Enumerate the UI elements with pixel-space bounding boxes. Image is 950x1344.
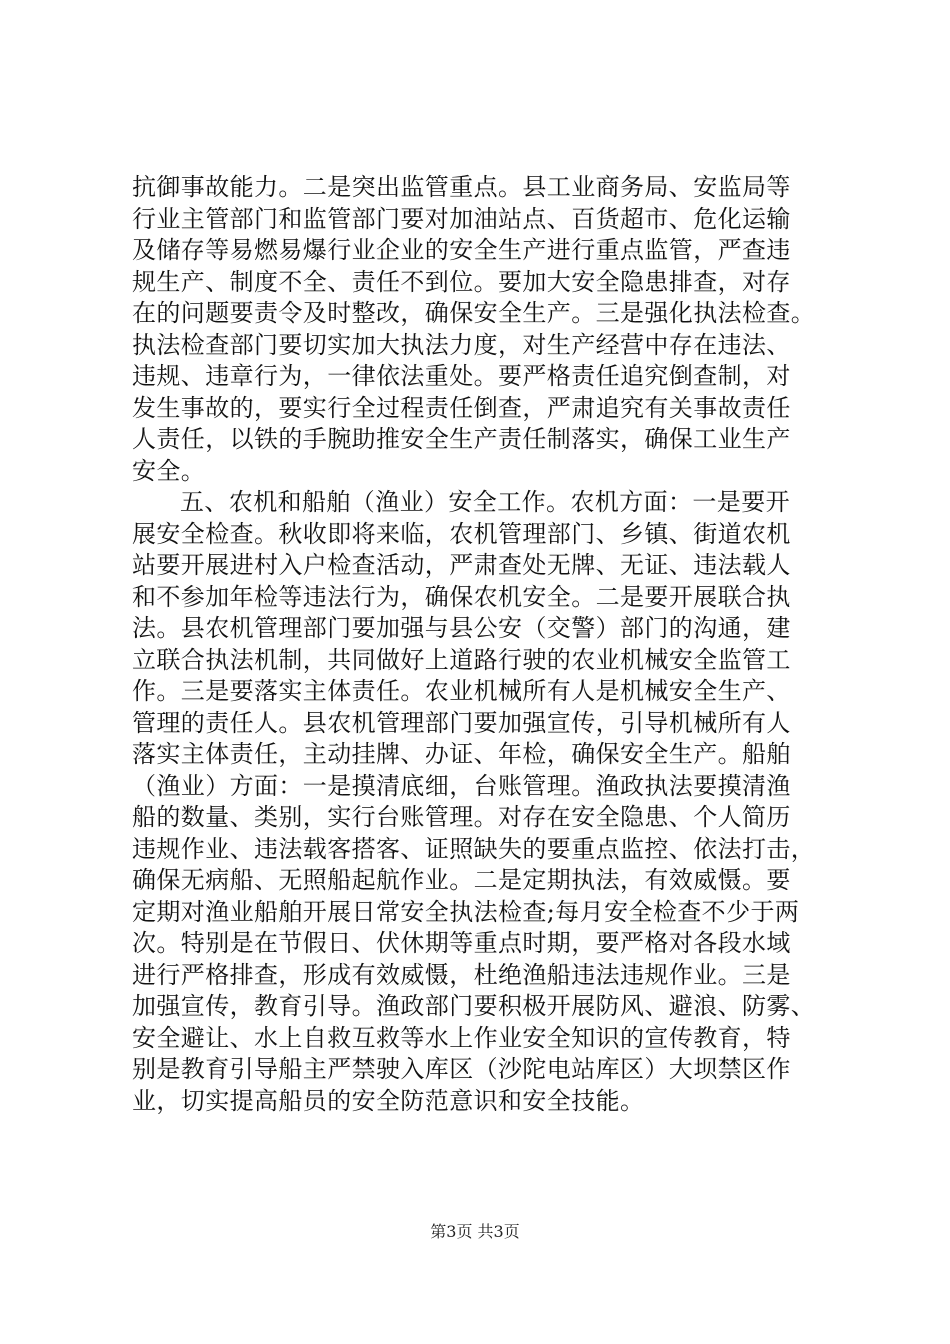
text-line: 发生事故的，要实行全过程责任倒查，严肃追究有关事故责任 (132, 393, 791, 422)
text-line: 违规作业、违法载客搭客、证照缺失的要重点监控、依法打击， (132, 834, 816, 863)
text-line: 违规、违章行为，一律依法重处。要严格责任追究倒查制，对 (132, 362, 791, 390)
text-line: 别是教育引导船主严禁驶入库区（沙陀电站库区）大坝禁区作 (132, 1055, 791, 1083)
text-line: 展安全检查。秋收即将来临，农机管理部门、乡镇、街道农机 (132, 519, 791, 548)
text-line: 法。县农机管理部门要加强与县公安（交警）部门的沟通，建 (132, 614, 791, 642)
text-line: 作。三是要落实主体责任。农业机械所有人是机械安全生产、 (132, 677, 791, 705)
text-line: 在的问题要责令及时整改，确保安全生产。三是强化执法检查。 (132, 299, 816, 327)
document-body (132, 172, 852, 1117)
paragraph-1 (132, 172, 852, 487)
page-number-footer: 第3页 共3页 (430, 1222, 520, 1241)
text-line: 安全避让、水上自救互救等水上作业安全知识的宣传教育，特 (132, 1023, 791, 1052)
text-line: 人责任，以铁的手腕助推安全生产责任制落实，确保工业生产 (132, 425, 791, 453)
text-line: 加强宣传，教育引导。渔政部门要积极开展防风、避浪、防雾、 (132, 992, 816, 1020)
text-line: （渔业）方面：一是摸清底细，台账管理。渔政执法要摸清渔 (132, 771, 791, 800)
text-line: 抗御事故能力。二是突出监管重点。县工业商务局、安监局等 (132, 173, 791, 201)
text-line: 业，切实提高船员的安全防范意识和安全技能。 (132, 1086, 645, 1115)
text-line: 规生产、制度不全、责任不到位。要加大安全隐患排查，对存 (132, 267, 791, 296)
text-line: 及储存等易燃易爆行业企业的安全生产进行重点监管，严查违 (132, 236, 791, 264)
paragraph-2 (132, 487, 852, 1117)
text-line: 管理的责任人。县农机管理部门要加强宣传，引导机械所有人 (132, 708, 791, 737)
text-line: 定期对渔业船舶开展日常安全执法检查;每月安全检查不少于两 (132, 897, 800, 926)
text-line: 落实主体责任，主动挂牌、办证、年检，确保安全生产。船舶 (132, 740, 791, 768)
text-line: 船的数量、类别，实行台账管理。对存在安全隐患、个人简历 (132, 803, 791, 831)
text-line: 行业主管部门和监管部门要对加油站点、百货超市、危化运输 (132, 204, 791, 233)
text-line: 确保无病船、无照船起航作业。二是定期执法，有效威慑。要 (132, 866, 791, 894)
text-line: 五、农机和船舶（渔业）安全工作。农机方面：一是要开 (180, 488, 790, 516)
text-line: 次。特别是在节假日、伏休期等重点时期，要严格对各段水域 (132, 929, 791, 957)
text-line: 立联合执法机制，共同做好上道路行驶的农业机械安全监管工 (132, 645, 791, 674)
text-line: 和不参加年检等违法行为，确保农机安全。二是要开展联合执 (132, 582, 791, 611)
text-line: 安全。 (132, 456, 206, 485)
text-line: 站要开展进村入户检查活动，严肃查处无牌、无证、违法载人 (132, 551, 791, 579)
text-line: 执法检查部门要切实加大执法力度，对生产经营中存在违法、 (132, 330, 791, 359)
text-line: 进行严格排查，形成有效威慑，杜绝渔船违法违规作业。三是 (132, 960, 791, 989)
